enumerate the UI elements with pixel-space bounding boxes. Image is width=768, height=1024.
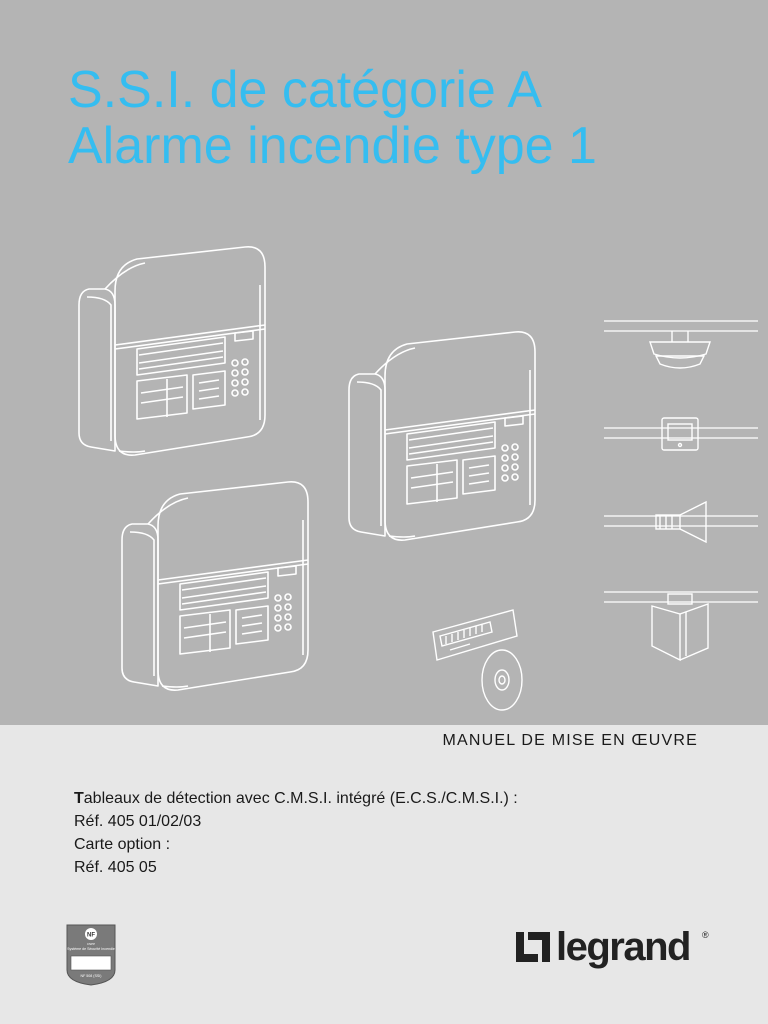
nf-certification-mark: [66, 924, 116, 986]
legrand-logo: [514, 924, 714, 970]
wiring-lines: [604, 321, 758, 602]
registered-mark: ®: [702, 930, 709, 940]
document-title: [68, 62, 597, 174]
control-panel-1: [79, 247, 265, 455]
nf-caption: Système de Sécurité Incendie: [67, 947, 115, 951]
product-references: [74, 787, 518, 879]
title-line-1: S.S.I. de catégorie A: [68, 61, 543, 119]
product-illustration: [0, 230, 768, 720]
nf-logo-text: NF: [87, 932, 95, 939]
reference-line-1: [74, 787, 518, 810]
reference-line-1-text: ableaux de détection avec C.M.S.I. intégré (E.C.S./C.M.S.I.) :: [83, 790, 518, 807]
cd-disc: [482, 650, 522, 710]
fire-door-icon: [652, 594, 708, 660]
control-panel-3: [122, 482, 308, 690]
legrand-symbol-icon: [516, 932, 550, 962]
title-line-2: Alarme incendie type 1: [68, 117, 597, 175]
reference-line-4: Réf. 405 05: [74, 859, 157, 876]
document-subtitle: MANUEL DE MISE EN ŒUVRE: [442, 732, 698, 749]
control-panel-2: [349, 332, 535, 540]
manual-call-point-icon: [662, 418, 698, 450]
reference-line-3: Carte option :: [74, 836, 171, 853]
reference-line-1-initial: T: [74, 790, 84, 807]
nf-blank-box: [71, 956, 111, 970]
reference-line-2: Réf. 405 01/02/03: [74, 813, 202, 830]
sounder-icon: [656, 502, 706, 542]
nf-caption-small: CNPP: [86, 942, 96, 946]
legrand-wordmark: legrand: [556, 925, 690, 969]
smoke-detector-icon: [650, 331, 710, 368]
option-card: [433, 610, 517, 660]
nf-code: NF 508 (SSI): [80, 974, 102, 978]
